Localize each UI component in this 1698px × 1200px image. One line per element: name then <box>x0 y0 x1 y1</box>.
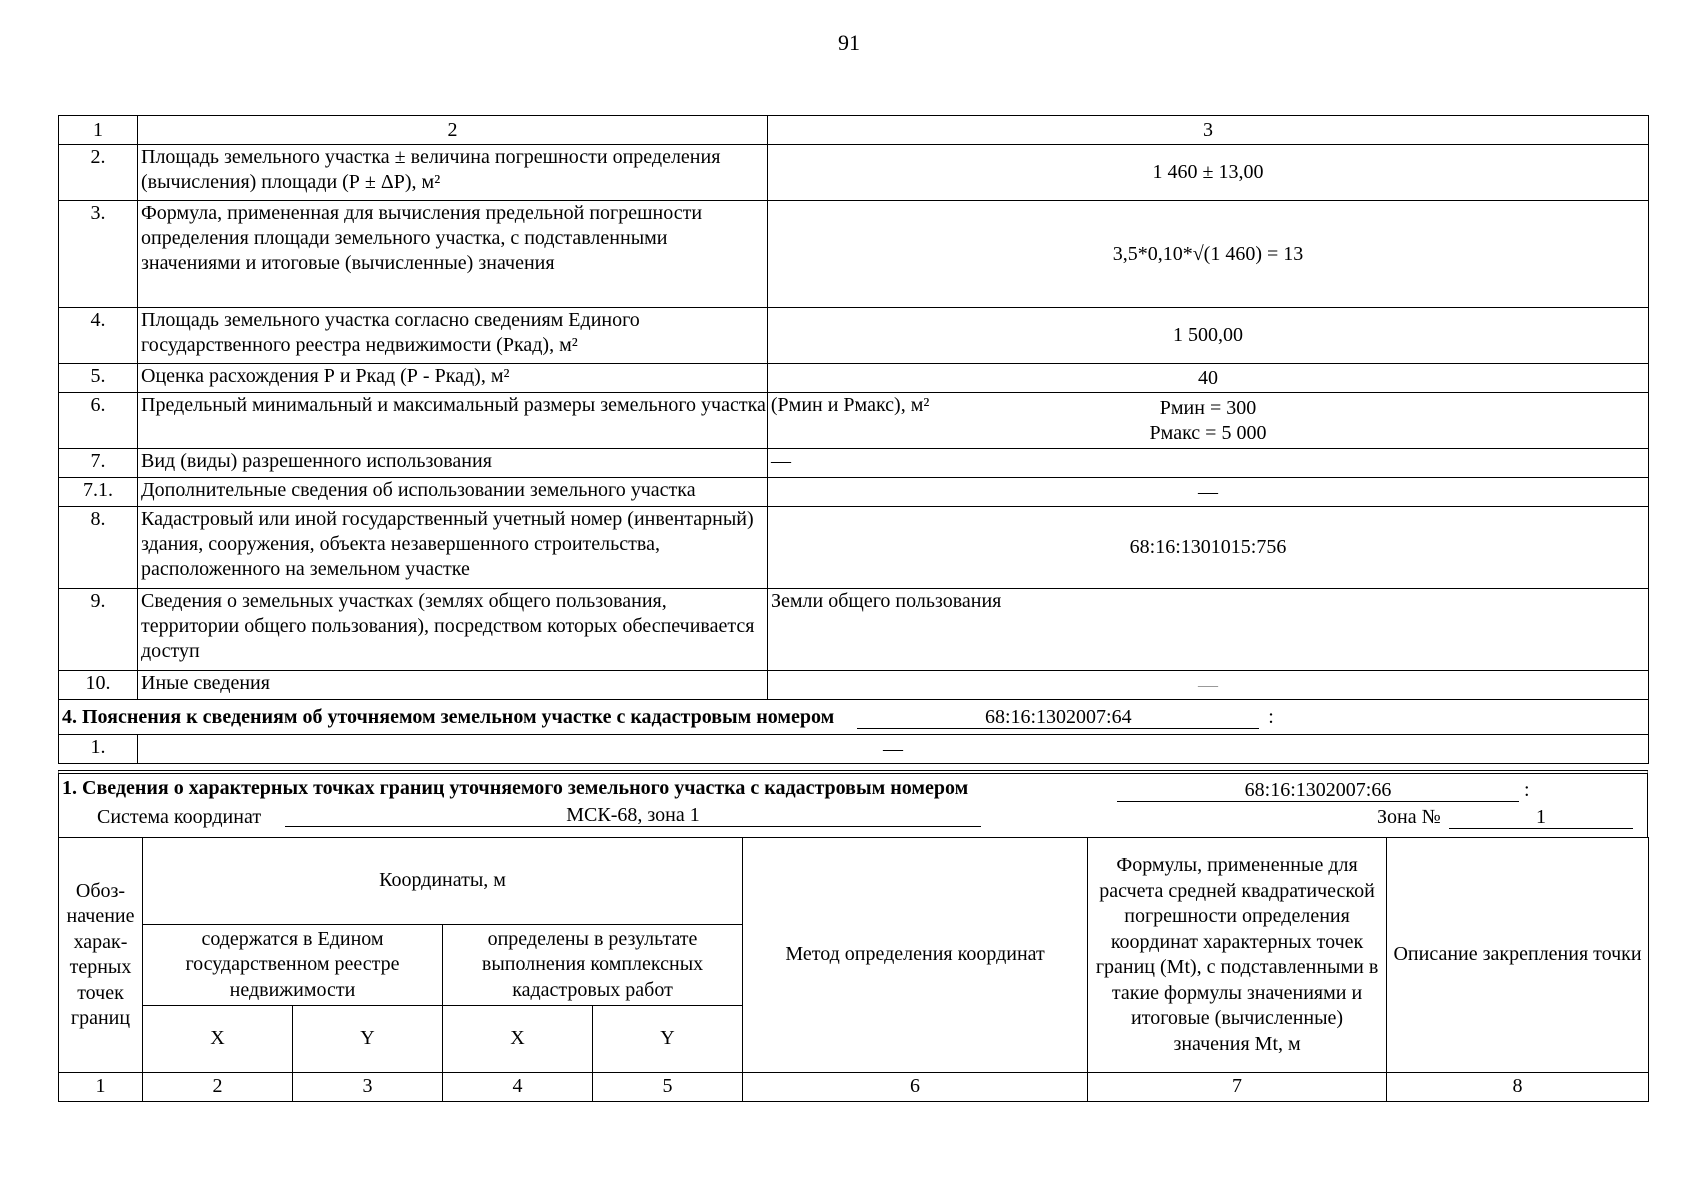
table-row <box>59 308 1649 364</box>
row-value: 1 460 ± 13,00 <box>768 145 1649 201</box>
section4-header-row <box>59 700 1649 735</box>
column-number: 5 <box>593 1073 743 1102</box>
row-label: Сведения о земельных участках (землях общего пользования, территории общего пользования), посредством которых обеспечивается доступ <box>138 589 768 671</box>
section1-title: 1. Сведения о характерных точках границ уточняемого земельного участка с кадастровым номером <box>62 777 969 799</box>
p-max-value: Рмакс = 5 000 <box>1149 421 1267 444</box>
header-cell: 3 <box>768 116 1649 145</box>
column-number: 6 <box>743 1073 1088 1102</box>
column-numbers-row <box>59 1073 1649 1102</box>
row-label: Иные сведения <box>138 671 768 700</box>
section1-header <box>58 770 1648 838</box>
section4-header <box>59 700 1649 735</box>
column-number: 3 <box>293 1073 443 1102</box>
column-number: 2 <box>143 1073 293 1102</box>
table-row <box>59 478 1649 507</box>
row-number: 4. <box>59 308 138 364</box>
table-row <box>59 145 1649 201</box>
row-label: Площадь земельного участка согласно сведениям Единого государственного реестра недвижимости (Ркад), м² <box>138 308 768 364</box>
x-header: X <box>443 1006 593 1073</box>
row-value: 68:16:1301015:756 <box>768 507 1649 589</box>
section4-cadastral-number: 68:16:1302007:64 <box>857 706 1259 729</box>
table-row <box>59 589 1649 671</box>
row-value: — <box>768 449 1649 478</box>
section1-colon: : <box>1524 779 1530 801</box>
page-number: 91 <box>838 30 860 55</box>
y-header: Y <box>593 1006 743 1073</box>
section4-title: 4. Пояснения к сведениям об уточняемом земельном участке с кадастровым номером <box>62 705 835 728</box>
method-header: Метод определения координат <box>743 838 1088 1073</box>
row-value: — <box>768 478 1649 507</box>
y-header: Y <box>293 1006 443 1073</box>
land-plot-info-table <box>58 115 1649 764</box>
table-header-row <box>59 838 1649 925</box>
section4-colon: : <box>1268 705 1274 728</box>
zone-label: Зона № <box>1377 806 1441 828</box>
table-header-row <box>59 116 1649 145</box>
coord-system-value: МСК-68, зона 1 <box>285 804 981 827</box>
row-number: 2. <box>59 145 138 201</box>
column-number: 8 <box>1387 1073 1649 1102</box>
row-label: Формула, примененная для вычисления предельной погрешности определения площади земельного участка, с подставленными значениями и итоговые (вычисленные) значения <box>138 201 768 308</box>
designation-header: Обоз- начение харак- терных точек границ <box>59 838 143 1073</box>
coord-system-label: Система координат <box>97 806 262 828</box>
coordinates-header: Координаты, м <box>143 838 743 925</box>
row-number: 1. <box>59 735 138 764</box>
row-value: — <box>138 735 1649 764</box>
row-value: — <box>768 671 1649 700</box>
row-label: Предельный минимальный и максимальный размеры земельного участка (Рмин и Рмакс), м² <box>138 393 768 449</box>
row-label: Вид (виды) разрешенного использования <box>138 449 768 478</box>
row-value: 1 500,00 <box>768 308 1649 364</box>
p-min-value: Рмин = 300 <box>1159 396 1257 419</box>
table-row <box>59 393 1649 449</box>
column-number: 1 <box>59 1073 143 1102</box>
table-row <box>59 671 1649 700</box>
row-number: 10. <box>59 671 138 700</box>
row-number: 3. <box>59 201 138 308</box>
row-label: Кадастровый или иной государственный учетный номер (инвентарный) здания, сооружения, объекта незавершенного строительства, расположенного на земельном участке <box>138 507 768 589</box>
complex-works-header: определены в результате выполнения комплексных кадастровых работ <box>443 925 743 1006</box>
row-label: Дополнительные сведения об использовании земельного участка <box>138 478 768 507</box>
description-header: Описание закрепления точки <box>1387 838 1649 1073</box>
row-value: 3,5*0,10*√(1 460) = 13 <box>768 201 1649 308</box>
row-label: Площадь земельного участка ± величина погрешности определения (вычисления) площади (Р ± ΔР), м² <box>138 145 768 201</box>
formulas-header: Формулы, примененные для расчета средней квадратической погрешности определения координат характерных точек границ (Mt), с подставленными в такие формулы значениями и итоговые (вычисленные) значения Mt, м <box>1088 838 1387 1073</box>
column-number: 7 <box>1088 1073 1387 1102</box>
section1-cadastral-number: 68:16:1302007:66 <box>1117 779 1519 802</box>
table-row <box>59 507 1649 589</box>
table-row <box>59 735 1649 764</box>
header-cell: 2 <box>138 116 768 145</box>
row-number: 8. <box>59 507 138 589</box>
header-cell: 1 <box>59 116 138 145</box>
row-number: 7.1. <box>59 478 138 507</box>
row-label: Оценка расхождения Р и Ркад (Р - Ркад), м² <box>138 364 768 393</box>
table-row <box>59 201 1649 308</box>
row-number: 9. <box>59 589 138 671</box>
row-value: 40 <box>768 364 1649 393</box>
x-header: X <box>143 1006 293 1073</box>
table-row <box>59 449 1649 478</box>
zone-value: 1 <box>1449 806 1633 829</box>
row-value: Земли общего пользования <box>768 589 1649 671</box>
row-number: 6. <box>59 393 138 449</box>
column-number: 4 <box>443 1073 593 1102</box>
row-number: 5. <box>59 364 138 393</box>
table-row <box>59 364 1649 393</box>
egrn-header: содержатся в Едином государственном реестре недвижимости <box>143 925 443 1006</box>
row-number: 7. <box>59 449 138 478</box>
boundary-points-table <box>58 837 1649 1102</box>
